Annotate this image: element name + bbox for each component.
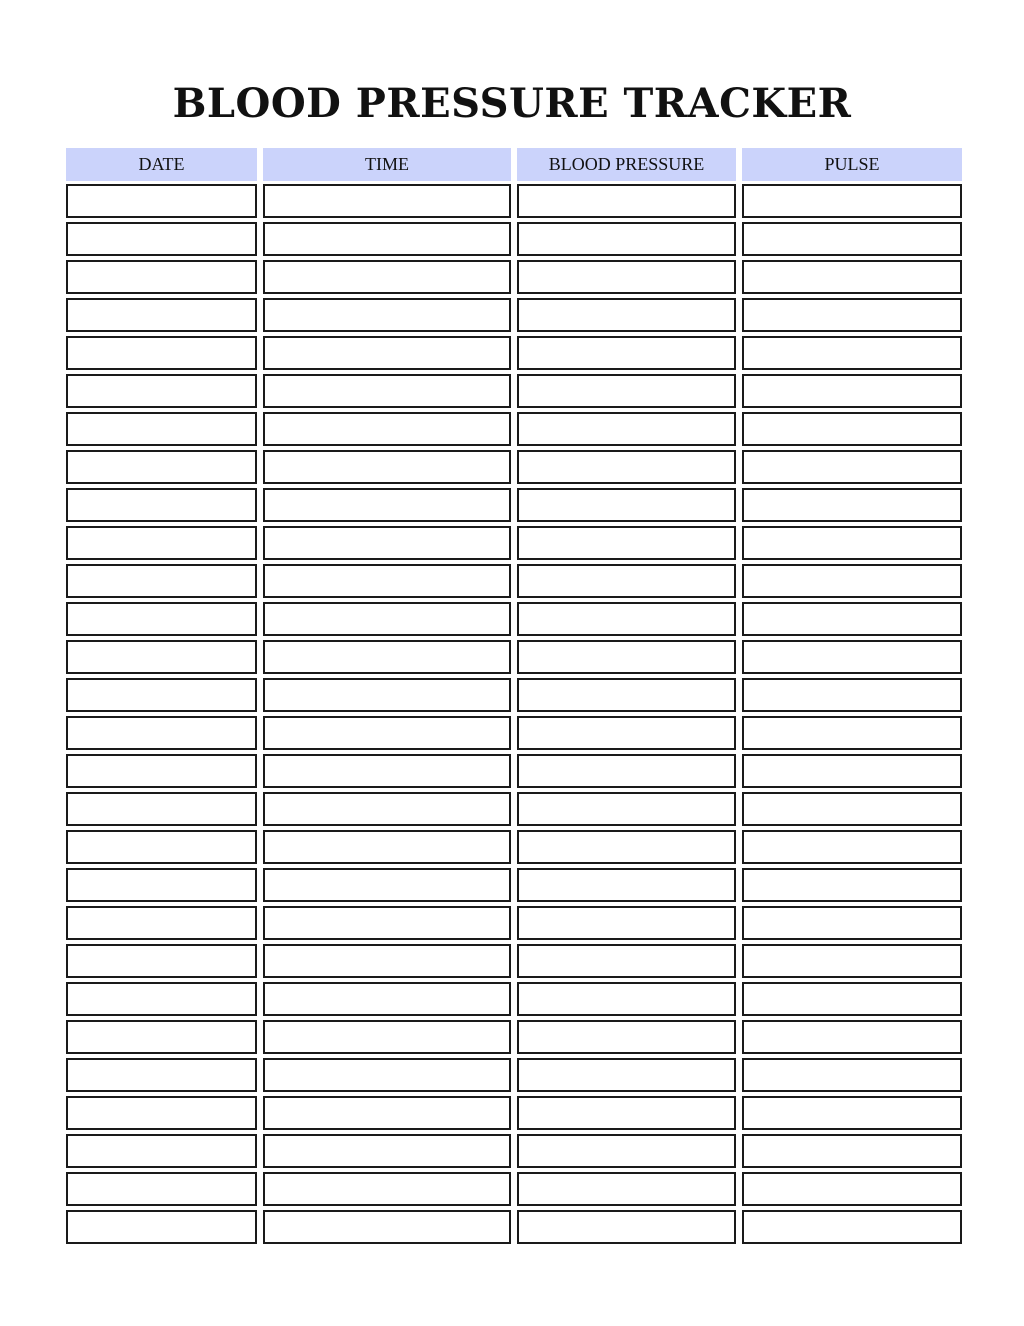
date-cell[interactable]	[66, 982, 257, 1016]
blood-pressure-cell[interactable]	[517, 336, 736, 370]
blood-pressure-cell[interactable]	[517, 906, 736, 940]
time-cell[interactable]	[263, 754, 511, 788]
table-row	[66, 298, 962, 332]
table-row	[66, 1210, 962, 1244]
table-body	[66, 184, 962, 1244]
table-row	[66, 412, 962, 446]
header-blood-pressure: BLOOD PRESSURE	[517, 148, 736, 183]
date-cell[interactable]	[66, 754, 257, 788]
date-cell[interactable]	[66, 1096, 257, 1130]
blood-pressure-cell[interactable]	[517, 868, 736, 902]
pulse-cell[interactable]	[742, 678, 962, 712]
pulse-cell[interactable]	[742, 564, 962, 598]
time-cell[interactable]	[263, 526, 511, 560]
pulse-cell[interactable]	[742, 1096, 962, 1130]
table-row	[66, 792, 962, 826]
blood-pressure-cell[interactable]	[517, 260, 736, 294]
date-cell[interactable]	[66, 944, 257, 978]
table-row	[66, 754, 962, 788]
date-cell[interactable]	[66, 184, 257, 218]
date-cell[interactable]	[66, 488, 257, 522]
date-cell[interactable]	[66, 336, 257, 370]
blood-pressure-cell[interactable]	[517, 564, 736, 598]
pulse-cell[interactable]	[742, 640, 962, 674]
table-row	[66, 184, 962, 218]
table-row	[66, 564, 962, 598]
blood-pressure-cell[interactable]	[517, 678, 736, 712]
pulse-cell[interactable]	[742, 222, 962, 256]
table-row	[66, 374, 962, 408]
pulse-cell[interactable]	[742, 374, 962, 408]
table-row	[66, 222, 962, 256]
header-pulse: PULSE	[742, 148, 962, 183]
time-cell[interactable]	[263, 1096, 511, 1130]
blood-pressure-cell[interactable]	[517, 1020, 736, 1054]
time-cell[interactable]	[263, 1020, 511, 1054]
pulse-cell[interactable]	[742, 488, 962, 522]
table-row	[66, 602, 962, 636]
blood-pressure-cell[interactable]	[517, 1172, 736, 1206]
blood-pressure-cell[interactable]	[517, 602, 736, 636]
time-cell[interactable]	[263, 374, 511, 408]
table-row	[66, 868, 962, 902]
blood-pressure-cell[interactable]	[517, 526, 736, 560]
table-row	[66, 260, 962, 294]
pulse-cell[interactable]	[742, 298, 962, 332]
date-cell[interactable]	[66, 526, 257, 560]
pulse-cell[interactable]	[742, 830, 962, 864]
blood-pressure-cell[interactable]	[517, 754, 736, 788]
blood-pressure-cell[interactable]	[517, 1096, 736, 1130]
time-cell[interactable]	[263, 488, 511, 522]
date-cell[interactable]	[66, 868, 257, 902]
date-cell[interactable]	[66, 906, 257, 940]
pulse-cell[interactable]	[742, 716, 962, 750]
blood-pressure-cell[interactable]	[517, 184, 736, 218]
time-cell[interactable]	[263, 678, 511, 712]
time-cell[interactable]	[263, 298, 511, 332]
pulse-cell[interactable]	[742, 1020, 962, 1054]
pulse-cell[interactable]	[742, 184, 962, 218]
blood-pressure-cell[interactable]	[517, 222, 736, 256]
table-row	[66, 488, 962, 522]
pulse-cell[interactable]	[742, 868, 962, 902]
table-row	[66, 1172, 962, 1206]
time-cell[interactable]	[263, 1134, 511, 1168]
table-row	[66, 1134, 962, 1168]
date-cell[interactable]	[66, 602, 257, 636]
blood-pressure-cell[interactable]	[517, 792, 736, 826]
table-row	[66, 678, 962, 712]
pulse-cell[interactable]	[742, 906, 962, 940]
blood-pressure-cell[interactable]	[517, 640, 736, 674]
blood-pressure-cell[interactable]	[517, 450, 736, 484]
time-cell[interactable]	[263, 222, 511, 256]
pulse-cell[interactable]	[742, 1210, 962, 1244]
blood-pressure-cell[interactable]	[517, 1134, 736, 1168]
tracker-table	[66, 148, 962, 1244]
date-cell[interactable]	[66, 298, 257, 332]
date-cell[interactable]	[66, 564, 257, 598]
date-cell[interactable]	[66, 222, 257, 256]
date-cell[interactable]	[66, 1058, 257, 1092]
time-cell[interactable]	[263, 1058, 511, 1092]
date-cell[interactable]	[66, 678, 257, 712]
date-cell[interactable]	[66, 1134, 257, 1168]
pulse-cell[interactable]	[742, 450, 962, 484]
time-cell[interactable]	[263, 260, 511, 294]
time-cell[interactable]	[263, 450, 511, 484]
time-cell[interactable]	[263, 1210, 511, 1244]
date-cell[interactable]	[66, 374, 257, 408]
pulse-cell[interactable]	[742, 944, 962, 978]
blood-pressure-cell[interactable]	[517, 830, 736, 864]
table-header	[66, 148, 962, 183]
header-date: DATE	[66, 148, 257, 183]
time-cell[interactable]	[263, 412, 511, 446]
date-cell[interactable]	[66, 450, 257, 484]
time-cell[interactable]	[263, 830, 511, 864]
time-cell[interactable]	[263, 868, 511, 902]
pulse-cell[interactable]	[742, 1058, 962, 1092]
time-cell[interactable]	[263, 1172, 511, 1206]
header-time: TIME	[263, 148, 511, 183]
blood-pressure-cell[interactable]	[517, 1210, 736, 1244]
table-row	[66, 1096, 962, 1130]
date-cell[interactable]	[66, 260, 257, 294]
table-row	[66, 982, 962, 1016]
date-cell[interactable]	[66, 640, 257, 674]
table-row	[66, 716, 962, 750]
date-cell[interactable]	[66, 716, 257, 750]
blood-pressure-cell[interactable]	[517, 982, 736, 1016]
pulse-cell[interactable]	[742, 412, 962, 446]
pulse-cell[interactable]	[742, 754, 962, 788]
blood-pressure-cell[interactable]	[517, 944, 736, 978]
time-cell[interactable]	[263, 602, 511, 636]
pulse-cell[interactable]	[742, 336, 962, 370]
time-cell[interactable]	[263, 564, 511, 598]
time-cell[interactable]	[263, 716, 511, 750]
blood-pressure-cell[interactable]	[517, 374, 736, 408]
time-cell[interactable]	[263, 944, 511, 978]
blood-pressure-cell[interactable]	[517, 298, 736, 332]
date-cell[interactable]	[66, 1172, 257, 1206]
table-row	[66, 640, 962, 674]
table-row	[66, 1020, 962, 1054]
time-cell[interactable]	[263, 184, 511, 218]
page-title: BLOOD PRESSURE TRACKER	[172, 80, 852, 127]
table-row	[66, 450, 962, 484]
pulse-cell[interactable]	[742, 1172, 962, 1206]
pulse-cell[interactable]	[742, 982, 962, 1016]
date-cell[interactable]	[66, 830, 257, 864]
date-cell[interactable]	[66, 1210, 257, 1244]
pulse-cell[interactable]	[742, 260, 962, 294]
table-row	[66, 944, 962, 978]
blood-pressure-cell[interactable]	[517, 716, 736, 750]
pulse-cell[interactable]	[742, 602, 962, 636]
blood-pressure-cell[interactable]	[517, 1058, 736, 1092]
time-cell[interactable]	[263, 906, 511, 940]
pulse-cell[interactable]	[742, 792, 962, 826]
table-row	[66, 1058, 962, 1092]
date-cell[interactable]	[66, 412, 257, 446]
blood-pressure-cell[interactable]	[517, 488, 736, 522]
time-cell[interactable]	[263, 336, 511, 370]
pulse-cell[interactable]	[742, 1134, 962, 1168]
blood-pressure-cell[interactable]	[517, 412, 736, 446]
time-cell[interactable]	[263, 640, 511, 674]
date-cell[interactable]	[66, 792, 257, 826]
table-row	[66, 526, 962, 560]
pulse-cell[interactable]	[742, 526, 962, 560]
time-cell[interactable]	[263, 792, 511, 826]
table-row	[66, 336, 962, 370]
table-row	[66, 906, 962, 940]
time-cell[interactable]	[263, 982, 511, 1016]
date-cell[interactable]	[66, 1020, 257, 1054]
table-row	[66, 830, 962, 864]
